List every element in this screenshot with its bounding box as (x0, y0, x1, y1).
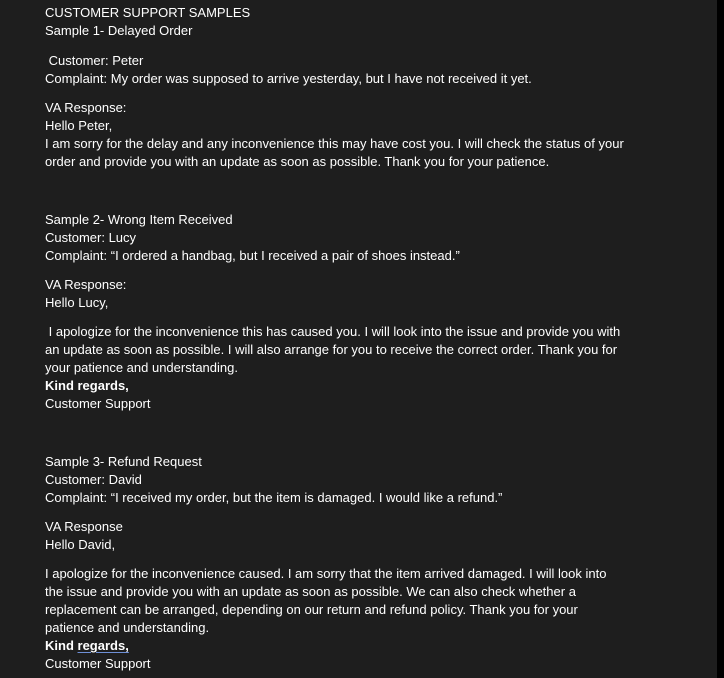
sample-2-greeting: Hello Lucy, (45, 295, 109, 310)
spacer (45, 40, 665, 52)
sample-3-title: Sample 3- Refund Request (45, 454, 202, 469)
closing-word: Kind (45, 638, 74, 653)
sample-3-body-line: the issue and provide you with an update as soon as possible. We can also check whether a (45, 584, 576, 599)
sample-1-response-label: VA Response: (45, 100, 127, 115)
sample-1-title: Sample 1- Delayed Order (45, 23, 193, 38)
sample-3-customer: Customer: David (45, 472, 142, 487)
spacer (45, 507, 665, 518)
sample-2-complaint: Complaint: “I ordered a handbag, but I received a pair of shoes instead.” (45, 248, 460, 263)
sample-1-body-line: order and provide you with an update as soon as possible. Thank you for your patience. (45, 154, 550, 169)
sample-1-complaint: Complaint: My order was supposed to arrive yesterday, but I have not received it yet. (45, 71, 532, 86)
spellcheck-flagged-word[interactable]: regards, (77, 638, 129, 653)
document-heading: CUSTOMER SUPPORT SAMPLES (45, 5, 251, 20)
spacer (45, 171, 665, 211)
spacer (45, 312, 665, 323)
sample-2-customer: Customer: Lucy (45, 230, 137, 245)
sample-2-body-line: I apologize for the inconvenience this has caused you. I will look into the issue and provide you with (45, 324, 621, 339)
spacer (45, 413, 665, 453)
sample-3-closing (45, 637, 665, 655)
sample-2-signature: Customer Support (45, 396, 151, 411)
sample-3-complaint: Complaint: “I received my order, but the item is damaged. I would like a refund.” (45, 490, 503, 505)
sample-3-body-line: patience and understanding. (45, 620, 210, 635)
sample-3-body-line: I apologize for the inconvenience caused. I am sorry that the item arrived damaged. I will look into (45, 566, 607, 581)
document-body[interactable] (45, 4, 665, 673)
sample-3-response-label: VA Response (45, 519, 123, 534)
sample-2-title: Sample 2- Wrong Item Received (45, 212, 233, 227)
sample-2-response-label: VA Response: (45, 277, 127, 292)
sample-1-greeting: Hello Peter, (45, 118, 113, 133)
spacer (45, 554, 665, 565)
sample-1-body-line: I am sorry for the delay and any inconvenience this may have cost you. I will check the status of your (45, 136, 624, 151)
sample-2-closing: Kind regards, (45, 378, 129, 393)
page-edge (717, 0, 724, 678)
sample-3-greeting: Hello David, (45, 537, 116, 552)
sample-2-body-line: your patience and understanding. (45, 360, 238, 375)
sample-1-customer: Customer: Peter (45, 53, 144, 68)
spacer (45, 88, 665, 99)
spacer (45, 265, 665, 276)
sample-3-signature: Customer Support (45, 656, 151, 671)
sample-3-body-line: replacement can be arranged, depending on our return and refund policy. Thank you for your (45, 602, 578, 617)
sample-2-body-line: an update as soon as possible. I will also arrange for you to receive the correct order. Thank you for (45, 342, 618, 357)
